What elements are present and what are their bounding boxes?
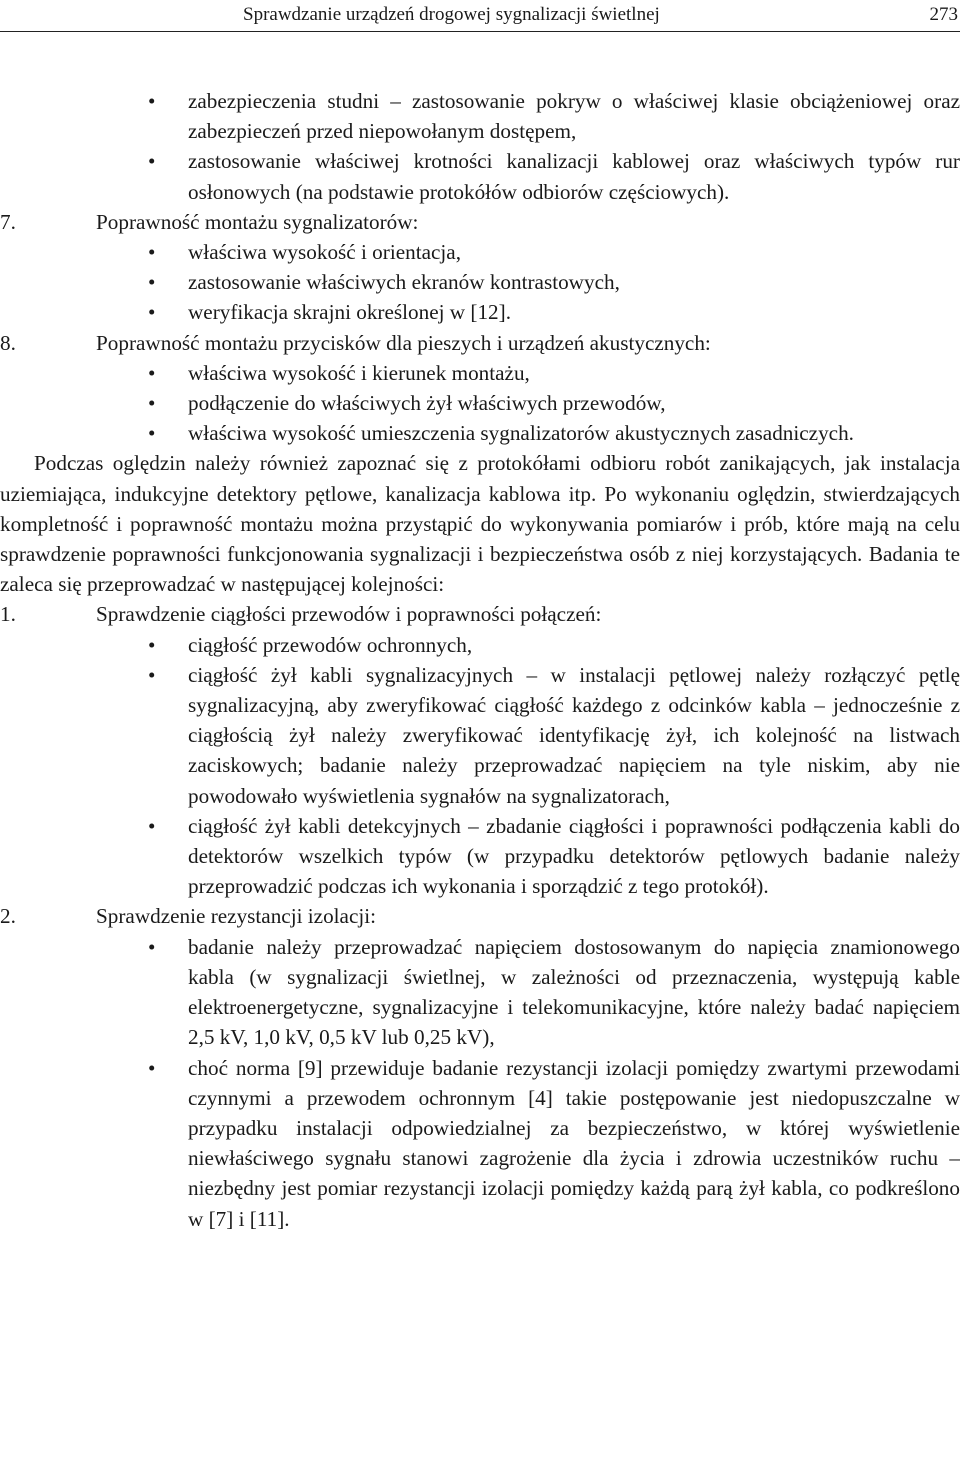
- bullet-icon: •: [148, 300, 156, 325]
- bullet-icon: •: [148, 421, 156, 446]
- bullet-item: [0, 811, 960, 902]
- bullet-item: [0, 660, 960, 811]
- bullet-icon: •: [148, 270, 156, 295]
- numbered-text: Sprawdzenie rezystancji izolacji:: [96, 904, 377, 929]
- bullet-text: zastosowanie właściwych ekranów kontrastowych,: [188, 270, 620, 295]
- bullet-icon: •: [148, 1055, 156, 1080]
- bullet-icon: •: [148, 240, 156, 265]
- numbered-item: [0, 207, 960, 237]
- bullet-text: zabezpieczenia studni – zastosowanie pokryw o właściwej klasie obciążeniowej oraz zabezpieczeń przed niepowołanym dostępem,: [188, 89, 960, 144]
- bullet-text: ciągłość przewodów ochronnych,: [188, 632, 473, 657]
- bullet-text: ciągłość żył kabli sygnalizacyjnych – w instalacji pętlowej należy rozłączyć pętlę sygnalizacyjną, aby zweryfikować ciągłość każdego z odcinków kabla – jednocześnie z ciągłością żył należy zweryfikować identyfikację żył, ich kolejność na listwach zaciskowych; badanie należy przeprowadzać napięciem na tyle niskim, aby nie powodowało wyświetlenia sygnałów na sygnalizatorach,: [188, 662, 960, 808]
- numbered-item: [0, 599, 960, 629]
- bullet-icon: •: [148, 813, 156, 838]
- numbered-text: Sprawdzenie ciągłości przewodów i poprawności połączeń:: [96, 602, 602, 627]
- bullet-icon: •: [148, 662, 156, 687]
- bullet-icon: •: [148, 149, 156, 174]
- bullet-item: [0, 358, 960, 388]
- bullet-text: choć norma [9] przewiduje badanie rezystancji izolacji pomiędzy zwartymi przewodami czynnymi a przewodem ochronnym [4] takie postępowanie jest niedopuszczalne w przypadku instalacji odpowiedzialnej za bezpieczeństwo, w której wyświetlenie niewłaściwego sygnału stanowi zagrożenie dla życia i zdrowia uczestników ruchu – niezbędny jest pomiar rezystancji izolacji pomiędzy każdą parą żył kabla, co podkreślono w [7] i [11].: [188, 1055, 960, 1231]
- bullet-item: [0, 267, 960, 297]
- bullet-icon: •: [148, 632, 156, 657]
- bullet-text: zastosowanie właściwej krotności kanalizacji kablowej oraz właściwych typów rur osłonowych (na podstawie protokółów odbiorów częściowych).: [188, 149, 960, 204]
- running-header: [0, 0, 960, 34]
- bullet-item: [0, 1053, 960, 1234]
- bullet-item: [0, 630, 960, 660]
- item-number: 2.: [0, 904, 16, 929]
- bullet-text: właściwa wysokość i orientacja,: [188, 240, 461, 265]
- bullet-text: weryfikacja skrajni określonej w [12].: [188, 300, 511, 325]
- bullet-icon: •: [148, 89, 156, 113]
- bullet-item: [0, 237, 960, 267]
- numbered-text: Poprawność montażu sygnalizatorów:: [96, 209, 419, 234]
- item-number: 1.: [0, 602, 16, 627]
- bullet-item: [0, 388, 960, 418]
- body-paragraph: Podczas oględzin należy również zapoznać się z protokółami odbioru robót zanikających, jak instalacja uziemiająca, indukcyjne detektory pętlowe, kanalizacja kablowa itp. Po wykonaniu oględzin, stwierdzających kompletność i poprawność montażu można przystąpić do wykonywania pomiarów i prób, które mają na celu sprawdzenie poprawności funkcjonowania sygnalizacji i bezpieczeństwa osób z niej korzystających. Badania te zaleca się przeprowadzać w następującej kolejności:: [0, 451, 960, 597]
- bullet-icon: •: [148, 360, 156, 385]
- numbered-item: [0, 328, 960, 358]
- bullet-item: [0, 932, 960, 1053]
- bullet-item: [0, 146, 960, 206]
- item-number: 8.: [0, 330, 16, 355]
- bullet-item: [0, 86, 960, 146]
- page-body: [0, 86, 960, 1234]
- numbered-item: [0, 901, 960, 931]
- bullet-text: właściwa wysokość i kierunek montażu,: [188, 360, 530, 385]
- bullet-text: ciągłość żył kabli detekcyjnych – zbadanie ciągłości i poprawności podłączenia kabli do detektorów wszelkich typów (w przypadku detektorów pętlowych badanie należy przeprowadzić podczas ich wykonania i sporządzić z tego protokół).: [188, 813, 960, 899]
- running-title: Sprawdzanie urządzeń drogowej sygnalizacji świetlnej: [243, 4, 660, 25]
- header-rule: [0, 31, 960, 32]
- bullet-text: badanie należy przeprowadzać napięciem dostosowanym do napięcia znamionowego kabla (w sygnalizacji świetlnej, w zależności od przeznaczenia, występują kable elektroenergetyczne, sygnalizacyjne i telekomunikacyjne, które należy badać napięciem 2,5 kV, 1,0 kV, 0,5 kV lub 0,25 kV),: [188, 934, 960, 1050]
- bullet-item: [0, 418, 960, 448]
- numbered-text: Poprawność montażu przycisków dla pieszych i urządzeń akustycznych:: [96, 330, 711, 355]
- bullet-item: [0, 297, 960, 327]
- bullet-icon: •: [148, 391, 156, 416]
- item-number: 7.: [0, 209, 16, 234]
- bullet-text: podłączenie do właściwych żył właściwych przewodów,: [188, 391, 666, 416]
- bullet-text: właściwa wysokość umieszczenia sygnalizatorów akustycznych zasadniczych.: [188, 421, 854, 446]
- page-number: 273: [929, 4, 958, 25]
- bullet-icon: •: [148, 934, 156, 959]
